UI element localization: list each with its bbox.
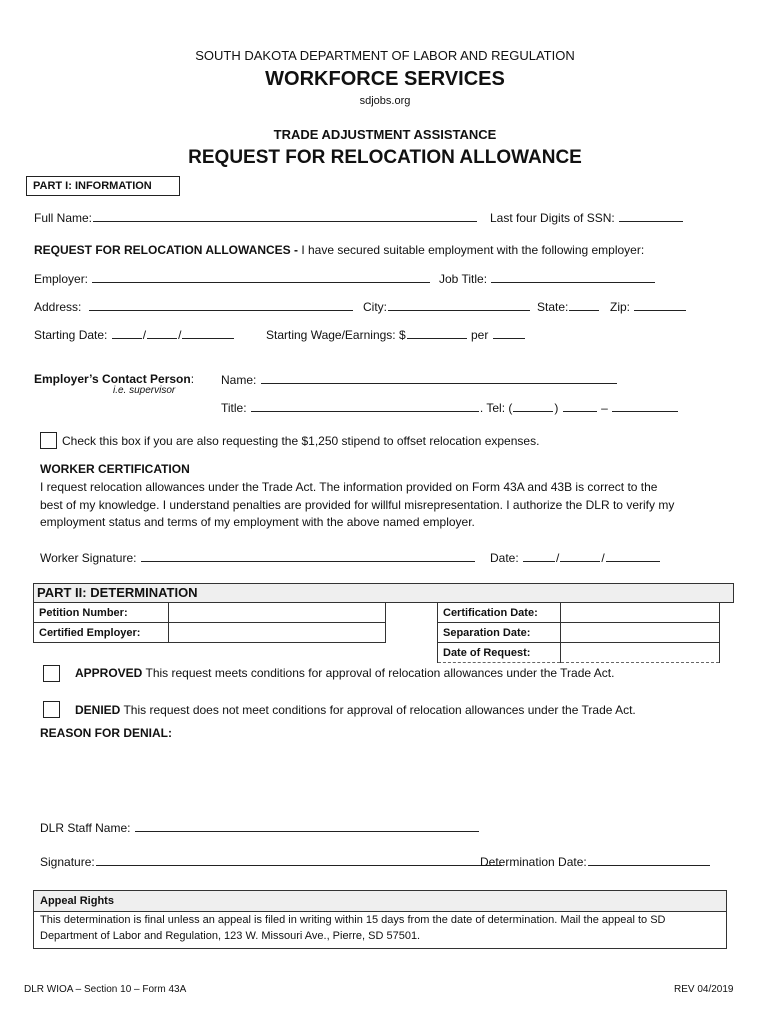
separation-date-label: Separation Date: <box>438 623 561 643</box>
approved-label: APPROVED <box>75 666 143 680</box>
employer-label: Employer: <box>34 272 89 286</box>
worker-signature-row <box>40 550 476 565</box>
tel-dash: – <box>601 401 608 415</box>
zip-row <box>610 299 687 314</box>
start-month-field[interactable] <box>112 327 142 339</box>
city-row <box>363 299 531 314</box>
tel-label: . Tel: ( <box>479 401 513 415</box>
approved-text: This request meets conditions for approval of relocation allowances under the Trade Act. <box>145 666 615 680</box>
division-title: WORKFORCE SERVICES <box>265 68 505 90</box>
reason-for-denial-label: REASON FOR DENIAL: <box>40 726 172 740</box>
address-label: Address: <box>34 300 82 314</box>
full-name-label: Full Name: <box>34 211 93 225</box>
zip-field[interactable] <box>634 299 686 311</box>
wage-field[interactable] <box>407 327 467 339</box>
part1-heading: PART I: INFORMATION <box>26 176 180 196</box>
per-label: per <box>470 328 489 342</box>
tel-line-field[interactable] <box>612 400 678 412</box>
determination-date-field[interactable] <box>588 854 710 866</box>
request-date-field[interactable] <box>561 643 720 663</box>
employer-row <box>34 271 431 286</box>
form-id: DLR WIOA – Section 10 – Form 43A <box>24 984 187 995</box>
request-statement <box>34 243 644 257</box>
stipend-checkbox[interactable] <box>40 432 57 449</box>
employer-field[interactable] <box>92 271 430 283</box>
contact-name-label: Name: <box>221 373 257 387</box>
request-heading: REQUEST FOR RELOCATION ALLOWANCES - <box>34 243 298 257</box>
contact-heading <box>34 372 194 386</box>
contact-name-field[interactable] <box>261 372 617 384</box>
approved-statement <box>75 666 614 680</box>
state-label: State: <box>537 300 569 314</box>
determination-right-table <box>437 602 720 663</box>
staff-signature-field[interactable] <box>96 854 502 866</box>
reason-for-denial-area[interactable] <box>40 744 720 804</box>
wage-row <box>266 327 526 342</box>
tel-area-field[interactable] <box>513 400 553 412</box>
request-text: I have secured suitable employment with the following employer: <box>301 243 645 257</box>
petition-number-field[interactable] <box>169 603 386 623</box>
state-row <box>537 299 600 314</box>
full-name-row <box>34 210 478 225</box>
staff-name-label: DLR Staff Name: <box>40 821 131 835</box>
contact-note: i.e. supervisor <box>113 385 176 396</box>
cert-heading: WORKER CERTIFICATION <box>40 462 190 476</box>
address-row <box>34 299 354 314</box>
certified-employer-field[interactable] <box>169 623 386 643</box>
job-title-field[interactable] <box>491 271 655 283</box>
cert-line-3: employment status and terms of my employment with the above named employer. <box>40 515 475 529</box>
certification-date-field[interactable] <box>561 603 720 623</box>
city-field[interactable] <box>388 299 530 311</box>
wage-period-field[interactable] <box>493 327 525 339</box>
page-title: REQUEST FOR RELOCATION ALLOWANCE <box>188 147 582 168</box>
wage-label: Starting Wage/Earnings: $ <box>266 328 406 342</box>
state-field[interactable] <box>569 299 599 311</box>
contact-label: Employer’s Contact Person <box>34 372 191 386</box>
cert-line-1: I request relocation allowances under the Trade Act. The information provided on Form 43A and 43B is correct to the <box>40 480 658 494</box>
start-day-field[interactable] <box>147 327 177 339</box>
ssn-row <box>490 210 684 225</box>
appeal-heading: Appeal Rights <box>33 890 727 912</box>
tel-prefix-field[interactable] <box>563 400 597 412</box>
address-field[interactable] <box>89 299 353 311</box>
request-date-label: Date of Request: <box>438 643 561 663</box>
worker-date-label: Date: <box>490 551 519 565</box>
job-title-row <box>439 271 656 286</box>
cert-line-2: best of my knowledge. I understand penalties are provided for willful misrepresentation. I authorize the DLR to verify my <box>40 498 675 512</box>
worker-date-month[interactable] <box>523 550 555 562</box>
denied-checkbox[interactable] <box>43 701 60 718</box>
zip-label: Zip: <box>610 300 631 314</box>
worker-date-year[interactable] <box>606 550 660 562</box>
staff-signature-label: Signature: <box>40 855 95 869</box>
full-name-field[interactable] <box>93 210 477 222</box>
appeal-line-2: Department of Labor and Regulation, 123 W. Missouri Ave., Pierre, SD 57501. <box>40 930 421 942</box>
staff-signature-row <box>40 854 503 869</box>
worker-signature-label: Worker Signature: <box>40 551 137 565</box>
determination-left-table <box>33 602 386 643</box>
contact-title-label: Title: <box>221 401 247 415</box>
website: sdjobs.org <box>359 95 411 107</box>
determination-date-label: Determination Date: <box>480 855 587 869</box>
start-date-row: Starting Date: / / <box>34 327 235 342</box>
denied-text: This request does not meet conditions for approval of relocation allowances under the Trade Act. <box>123 703 636 717</box>
petition-number-label: Petition Number: <box>34 603 169 623</box>
worker-signature-field[interactable] <box>141 550 475 562</box>
denied-label: DENIED <box>75 703 121 717</box>
stipend-text: Check this box if you are also requesting the $1,250 stipend to offset relocation expenses. <box>62 434 540 448</box>
contact-title-row <box>221 400 679 415</box>
start-date-label: Starting Date: <box>34 328 108 342</box>
denied-statement <box>75 703 636 717</box>
contact-title-field[interactable] <box>251 400 479 412</box>
city-label: City: <box>363 300 387 314</box>
part2-heading: PART II: DETERMINATION <box>33 583 734 603</box>
appeal-box <box>33 911 727 949</box>
certified-employer-label: Certified Employer: <box>34 623 169 643</box>
appeal-line-1: This determination is final unless an appeal is filed in writing within 15 days from the date of determination. Mail the appeal to SD <box>40 914 666 926</box>
tel-close: ) <box>554 401 559 415</box>
contact-colon: : <box>190 372 195 386</box>
contact-name-row <box>221 372 618 387</box>
job-title-label: Job Title: <box>439 272 488 286</box>
agency-name: SOUTH DAKOTA DEPARTMENT OF LABOR AND REGULATION <box>195 48 575 63</box>
ssn-field[interactable] <box>619 210 683 222</box>
ssn-label: Last four Digits of SSN: <box>490 211 615 225</box>
worker-date-row: Date: / / <box>490 550 661 565</box>
determination-date-row <box>480 854 711 869</box>
revision-label: REV 04/2019 <box>674 984 734 995</box>
approved-checkbox[interactable] <box>43 665 60 682</box>
program-name: TRADE ADJUSTMENT ASSISTANCE <box>273 127 497 142</box>
worker-date-day[interactable] <box>560 550 600 562</box>
start-year-field[interactable] <box>182 327 234 339</box>
certification-date-label: Certification Date: <box>438 603 561 623</box>
staff-name-row <box>40 820 480 835</box>
staff-name-field[interactable] <box>135 820 479 832</box>
separation-date-field[interactable] <box>561 623 720 643</box>
